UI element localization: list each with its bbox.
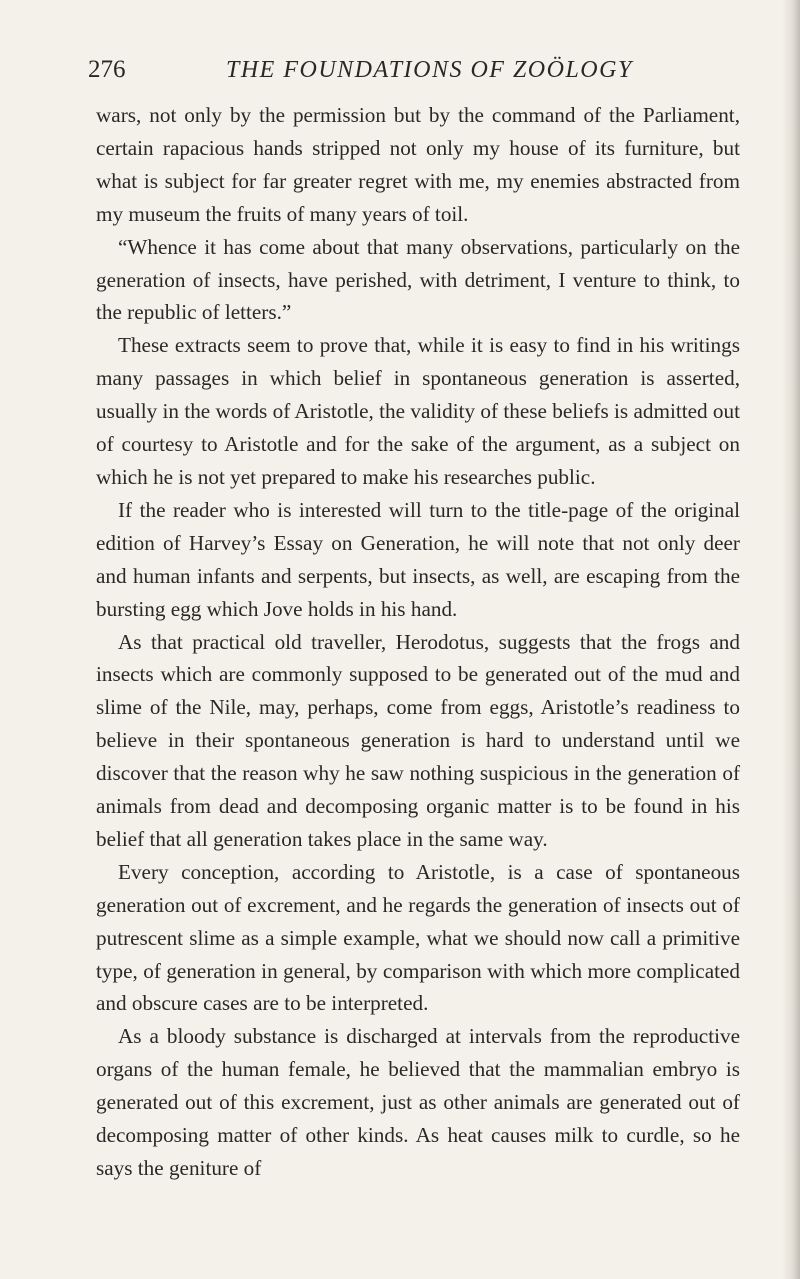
paragraph-quote: “Whence it has come about that many observations, particularly on the generation of insects, have perished, with detriment, I venture to think, to the republic of letters.” [96,234,740,325]
body-text [96,99,740,1185]
paragraph-extracts: These extracts seem to prove that, while it is easy to find in his writings many passages in which belief in spontaneous generation is asserted, usually in the words of Aristotle, the validity of these beliefs is admitted out of courtesy to Aristotle and for the sake of the argument, as a subject on which he is not yet prepared to make his researches public. [96,333,740,489]
paragraph-herodotus: As that practical old traveller, Herodotus, suggests that the frogs and insects which are commonly supposed to be generated out of the mud and slime of the Nile, may, perhaps, come from eggs, Aristotle’s readiness to believe in their spontaneous generation is hard to understand until we discover that the reason why he saw nothing suspicious in the generation of animals from dead and decomposing organic matter is to be found in his belief that all generation takes place in the same way. [96,629,740,851]
running-head-title: THE FOUNDATIONS OF ZOÖLOGY [226,57,633,83]
page-number: 276 [88,56,126,83]
running-head [88,50,738,90]
paragraph-continued: wars, not only by the permission but by the command of the Parliament, certain rapacious hands stripped not only my house of its furniture, but what is subject for far greater regret with me, my enemies abstracted from my museum the fruits of many years of toil. [96,103,740,226]
paragraph-mammalian: As a bloody substance is discharged at intervals from the reproductive organs of the human female, he believed that the mammalian embryo is generated out of this excrement, just as other animals are generated out of decomposing matter of other kinds. As heat causes milk to curdle, so he says the geniture of [96,1024,740,1180]
paragraph-title-page: If the reader who is interested will turn to the title-page of the original edition of Harvey’s Essay on Generation, he will note that not only deer and human infants and serpents, but insects, as well, are escaping from the bursting egg which Jove holds in his hand. [96,497,740,621]
paragraph-conception: Every conception, according to Aristotle, is a case of spontaneous generation out of excrement, and he regards the generation of insects out of putrescent slime as a simple example, what we should now call a primitive type, of generation in general, by comparison with which more complicated and obscure cases are to be interpreted. [96,859,740,1016]
page-edge-shadow [782,0,800,1279]
